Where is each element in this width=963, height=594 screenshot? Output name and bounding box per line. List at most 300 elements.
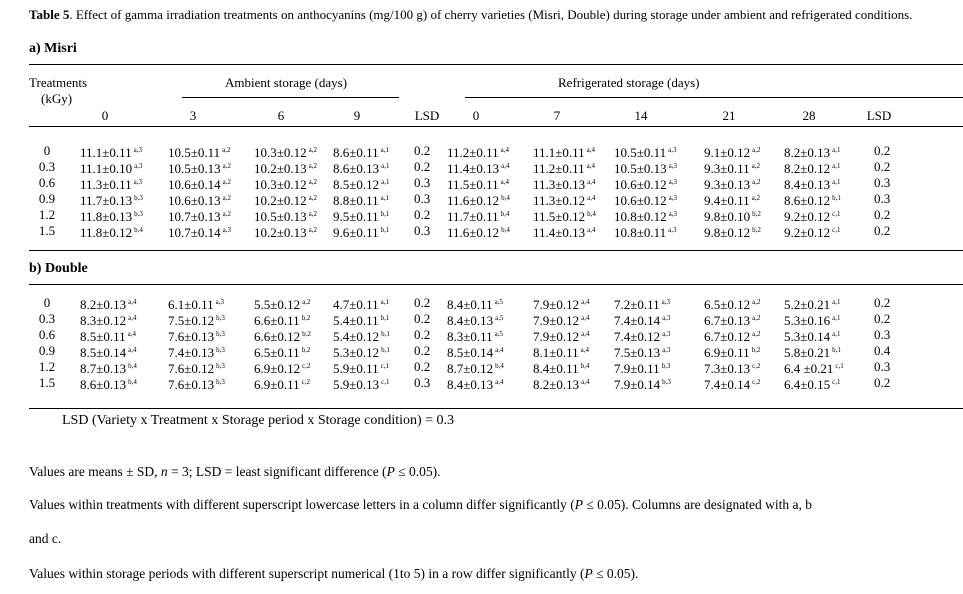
cell-value: 11.8±0.13 (80, 209, 133, 224)
cell-superscript: a,3 (662, 314, 671, 322)
cell-value: 8.4±0.13 (784, 177, 831, 192)
table-cell (254, 375, 310, 392)
lsd-cell (414, 327, 430, 342)
cell-value: 0.2 (414, 143, 431, 158)
table-cell (333, 295, 389, 312)
cell-superscript: a,4 (581, 330, 590, 338)
lsd-cell (874, 159, 890, 174)
table-cell (80, 343, 137, 360)
cell-value: 10.5±0.11 (614, 145, 667, 160)
note-means-n: n (160, 464, 168, 479)
treatment-dose: 0.9 (38, 191, 56, 206)
table-cell (333, 223, 389, 240)
cell-value: 6.5±0.11 (254, 345, 300, 360)
cell-value: 9.6±0.11 (333, 225, 379, 240)
cell-value: 0.2 (414, 295, 431, 310)
cell-superscript: c,1 (381, 378, 390, 386)
cell-superscript: b,4 (128, 362, 137, 370)
cell-value: 10.3±0.12 (254, 177, 307, 192)
cell-superscript: a,3 (133, 178, 143, 186)
cell-superscript: b,1 (380, 226, 390, 234)
cell-value: 0.3 (874, 191, 891, 206)
cell-value: 9.5±0.11 (333, 209, 379, 224)
table-cell (533, 191, 596, 208)
cell-superscript: c,1 (835, 362, 844, 370)
cell-superscript: c,1 (832, 210, 841, 218)
cell-superscript: a,3 (668, 162, 677, 170)
cell-value: 7.4±0.13 (168, 345, 215, 360)
lsd-cell (414, 343, 430, 358)
table-cell (447, 295, 503, 312)
column-header-7: 14 (634, 108, 648, 123)
cell-superscript: a,5 (494, 330, 504, 338)
cell-superscript: a,4 (127, 330, 137, 338)
cell-value: 7.9±0.14 (614, 377, 661, 392)
cell-value: 8.6±0.11 (333, 145, 379, 160)
table-cell (533, 207, 596, 224)
table-cell (784, 159, 841, 176)
table-cell (168, 175, 231, 192)
table-cell (704, 375, 761, 392)
table-cell (333, 359, 389, 376)
cell-superscript: b,4 (501, 194, 510, 202)
table-cell (533, 375, 590, 392)
ambient-storage-header: Ambient storage (days) (225, 75, 348, 90)
cell-superscript: b,1 (380, 314, 390, 322)
cell-superscript: a,2 (752, 298, 761, 306)
table-cell (254, 295, 311, 312)
cell-value: 5.3±0.14 (784, 329, 831, 344)
cell-value: 8.6±0.12 (784, 193, 831, 208)
cell-superscript: b,4 (501, 226, 510, 234)
mid-rule (29, 250, 963, 251)
cell-value: 10.6±0.12 (614, 177, 667, 192)
cell-superscript: c,2 (301, 378, 311, 386)
cell-value: 7.4±0.12 (614, 329, 661, 344)
column-header-8: 21 (722, 108, 736, 123)
table-cell (447, 343, 504, 360)
cell-superscript: a,3 (662, 330, 671, 338)
cell-value: 7.3±0.13 (704, 361, 751, 376)
note-means-text-1: Values are means ± SD, (29, 464, 161, 479)
cell-superscript: b,4 (500, 210, 510, 218)
cell-value: 8.1±0.11 (533, 345, 579, 360)
cell-superscript: b,2 (301, 346, 311, 354)
table-cell (447, 191, 510, 208)
cell-value: 0.3 (874, 327, 891, 342)
cell-value: 10.2±0.13 (254, 225, 307, 240)
table-cell (784, 191, 841, 208)
note-numerals-p: P (584, 566, 593, 581)
table-cell (614, 359, 670, 376)
table-cell (614, 143, 677, 160)
cell-value: 5.9±0.13 (333, 377, 380, 392)
table-cell (168, 207, 231, 224)
cell-superscript: a,2 (308, 210, 317, 218)
cell-value: 10.8±0.11 (614, 225, 667, 240)
cell-superscript: b,3 (216, 362, 225, 370)
cell-value: 8.3±0.11 (447, 329, 493, 344)
cell-superscript: a,4 (581, 298, 590, 306)
table-cell (784, 295, 841, 312)
cell-value: 11.6±0.12 (447, 225, 500, 240)
lsd-cell (414, 311, 430, 326)
cell-superscript: a,4 (128, 314, 137, 322)
table-cell (80, 191, 143, 208)
cell-superscript: a,2 (308, 146, 317, 154)
table-cell (168, 223, 231, 240)
cell-superscript: a,4 (586, 162, 596, 170)
cell-superscript: a,4 (587, 194, 596, 202)
table-cell (614, 223, 677, 240)
cell-value: 8.7±0.12 (447, 361, 494, 376)
table-cell (704, 359, 761, 376)
table-cell (614, 159, 677, 176)
cell-value: 10.6±0.13 (168, 193, 221, 208)
cell-value: 0.3 (414, 223, 431, 238)
cell-value: 10.7±0.13 (168, 209, 221, 224)
cell-superscript: a,2 (222, 210, 231, 218)
lsd-cell (414, 223, 430, 238)
cell-value: 11.5±0.12 (533, 209, 586, 224)
table-cell (533, 311, 590, 328)
table-cell (533, 223, 596, 240)
table-cell (784, 375, 841, 392)
cell-value: 0.4 (874, 343, 891, 358)
cell-superscript: b,1 (381, 346, 390, 354)
cell-superscript: a,3 (668, 226, 677, 234)
cell-superscript: a,1 (832, 178, 841, 186)
cell-superscript: a,1 (832, 162, 841, 170)
cell-value: 4.7±0.11 (333, 297, 379, 312)
cell-value: 10.7±0.14 (168, 225, 221, 240)
note-letters-text-2: ≤ 0.05). Columns are designated with a, b (582, 497, 812, 512)
lsd-cell (874, 375, 890, 390)
cell-value: 10.5±0.13 (254, 209, 307, 224)
cell-value: 5.8±0.21 (784, 345, 831, 360)
cell-superscript: a,2 (222, 194, 231, 202)
cell-value: 7.9±0.12 (533, 329, 580, 344)
cell-value: 7.5±0.13 (614, 345, 661, 360)
cell-superscript: b,4 (580, 362, 590, 370)
table-cell (447, 327, 503, 344)
cell-value: 0.2 (414, 327, 431, 342)
table-cell (168, 191, 231, 208)
cell-value: 11.7±0.13 (80, 193, 133, 208)
table-cell (254, 175, 317, 192)
cell-value: 10.5±0.13 (614, 161, 667, 176)
lsd-cell (874, 143, 890, 158)
cell-superscript: b,1 (832, 346, 841, 354)
cell-value: 9.8±0.10 (704, 209, 751, 224)
note-means-p: P (386, 464, 395, 479)
cell-superscript: a,1 (380, 194, 390, 202)
refrigerated-storage-header: Refrigerated storage (days) (558, 75, 700, 90)
table-cell (80, 375, 137, 392)
lsd-cell (874, 207, 890, 222)
cell-value: 0.2 (874, 375, 891, 390)
cell-superscript: b,3 (662, 378, 671, 386)
cell-superscript: a,1 (832, 146, 841, 154)
table-cell (254, 191, 317, 208)
treatment-dose: 0 (43, 295, 51, 310)
cell-value: 11.4±0.13 (533, 225, 586, 240)
treatment-dose: 0.6 (38, 175, 56, 190)
table-cell (614, 375, 671, 392)
table-cell (333, 311, 389, 328)
treatment-dose: 1.2 (38, 207, 56, 222)
cell-value: 0.3 (874, 359, 891, 374)
cell-value: 11.4±0.13 (447, 161, 500, 176)
ambient-header-rule (182, 97, 399, 98)
cell-value: 10.6±0.12 (614, 193, 667, 208)
cell-superscript: a,1 (380, 146, 390, 154)
treatment-dose: 0.6 (38, 327, 56, 342)
cell-value: 8.6±0.13 (80, 377, 127, 392)
cell-value: 8.5±0.11 (80, 329, 126, 344)
cell-value: 0.2 (414, 159, 431, 174)
cell-superscript: a,4 (495, 378, 504, 386)
cell-superscript: a,3 (133, 146, 143, 154)
table-cell (533, 143, 595, 160)
table-cell (168, 143, 231, 160)
cell-superscript: a,3 (668, 178, 677, 186)
table-cell (533, 343, 589, 360)
table-cell (333, 175, 390, 192)
note-letters (29, 497, 812, 513)
section-title-misri: a) Misri (29, 41, 77, 56)
treatments-header: Treatments (29, 75, 88, 90)
table-cell (80, 207, 143, 224)
column-header-6: 7 (553, 108, 561, 123)
cell-value: 11.8±0.12 (80, 225, 133, 240)
cell-value: 0.2 (874, 207, 891, 222)
table-cell (704, 207, 761, 224)
cell-superscript: a,2 (222, 162, 231, 170)
table-cell (614, 343, 671, 360)
bottom-rule (29, 408, 963, 409)
treatment-dose: 0 (43, 143, 51, 158)
table-cell (447, 375, 504, 392)
table-cell (533, 359, 589, 376)
cell-value: 5.4±0.11 (333, 313, 379, 328)
table-cell (447, 359, 504, 376)
table-cell (784, 311, 841, 328)
note-means-text-2: = 3; LSD = least significant difference ( (167, 464, 387, 479)
cell-value: 7.6±0.13 (168, 377, 215, 392)
cell-superscript: a,2 (308, 178, 317, 186)
cell-value: 10.2±0.12 (254, 193, 307, 208)
cell-superscript: b,3 (216, 330, 225, 338)
cell-value: 6.1±0.11 (168, 297, 214, 312)
refrigerated-header-rule (465, 97, 963, 98)
column-header-9: 28 (802, 108, 816, 123)
column-header-4: LSD (414, 108, 440, 123)
cell-value: 11.2±0.11 (533, 161, 585, 176)
caption-text: . Effect of gamma irradiation treatments on anthocyanins (mg/100 g) of cherry varieties (Misri, Double) during storage under ambient and refrigerated conditions. (69, 7, 913, 22)
table-cell (447, 175, 509, 192)
treatment-dose: 0.3 (38, 311, 56, 326)
table-cell (447, 159, 510, 176)
cell-superscript: b,4 (587, 210, 596, 218)
cell-superscript: a,1 (380, 298, 390, 306)
cell-superscript: a,1 (832, 298, 841, 306)
lsd-cell (874, 327, 890, 342)
cell-superscript: a,3 (668, 146, 677, 154)
cell-value: 7.4±0.14 (704, 377, 751, 392)
cell-value: 9.3±0.13 (704, 177, 751, 192)
table-label: Table 5 (29, 7, 70, 22)
cell-value: 11.1±0.11 (80, 145, 132, 160)
table-cell (168, 311, 225, 328)
cell-superscript: a,2 (752, 314, 761, 322)
cell-value: 7.6±0.13 (168, 329, 215, 344)
cell-value: 7.6±0.12 (168, 361, 215, 376)
cell-value: 11.3±0.13 (533, 177, 586, 192)
cell-superscript: b,1 (381, 330, 390, 338)
cell-value: 6.7±0.12 (704, 329, 751, 344)
cell-value: 6.4±0.15 (784, 377, 831, 392)
cell-value: 8.4±0.13 (447, 377, 494, 392)
note-letters-p: P (574, 497, 583, 512)
cell-value: 7.4±0.14 (614, 313, 661, 328)
lsd-cell (414, 207, 430, 222)
table-cell (533, 159, 595, 176)
cell-value: 0.2 (414, 311, 431, 326)
treatments-unit-header: (kGy) (41, 91, 73, 106)
treatment-dose: 1.5 (38, 375, 56, 390)
cell-value: 8.3±0.12 (80, 313, 127, 328)
table-cell (254, 359, 311, 376)
table-cell (333, 207, 389, 224)
column-header-1: 3 (189, 108, 197, 123)
table-cell (254, 343, 310, 360)
table-cell (254, 327, 311, 344)
cell-value: 5.9±0.11 (333, 361, 379, 376)
cell-value: 5.2±0.21 (784, 297, 831, 312)
cell-value: 9.8±0.12 (704, 225, 751, 240)
cell-superscript: a,2 (751, 162, 761, 170)
cell-value: 6.9±0.12 (254, 361, 301, 376)
table-cell (333, 159, 390, 176)
cell-value: 0.2 (414, 207, 431, 222)
treatment-dose: 0.9 (38, 343, 56, 358)
table-cell (168, 359, 225, 376)
cell-superscript: a,2 (308, 162, 317, 170)
cell-value: 8.2±0.13 (80, 297, 127, 312)
cell-superscript: a,1 (381, 178, 390, 186)
cell-superscript: b,1 (832, 194, 841, 202)
cell-superscript: b,2 (751, 346, 761, 354)
note-letters-continued: and c. (29, 531, 62, 546)
cell-superscript: a,4 (500, 178, 510, 186)
table-cell (333, 343, 390, 360)
header-bottom-rule (29, 126, 963, 127)
cell-superscript: a,1 (832, 314, 841, 322)
table-cell (533, 327, 590, 344)
cell-value: 11.3±0.12 (533, 193, 586, 208)
cell-value: 7.5±0.12 (168, 313, 215, 328)
table-cell (533, 175, 596, 192)
cell-value: 7.2±0.11 (614, 297, 660, 312)
lsd-cell (874, 343, 890, 358)
cell-superscript: b,2 (752, 226, 761, 234)
section-title-double: b) Double (29, 261, 88, 276)
cell-value: 9.2±0.12 (784, 209, 831, 224)
cell-value: 0.2 (874, 295, 891, 310)
table-cell (784, 143, 841, 160)
table-cell (704, 175, 761, 192)
lsd-cell (874, 311, 890, 326)
table-cell (168, 375, 225, 392)
cell-superscript: a,3 (215, 298, 225, 306)
table-cell (784, 207, 841, 224)
lsd-cell (414, 359, 430, 374)
table-cell (254, 207, 317, 224)
cell-value: 8.2±0.13 (533, 377, 580, 392)
cell-superscript: a,4 (587, 178, 596, 186)
cell-superscript: a,2 (752, 330, 761, 338)
cell-value: 11.7±0.11 (447, 209, 499, 224)
cell-value: 11.3±0.11 (80, 177, 132, 192)
table-cell (333, 375, 390, 392)
cell-superscript: c,2 (752, 378, 761, 386)
table-cell (447, 223, 510, 240)
cell-value: 11.2±0.11 (447, 145, 499, 160)
cell-superscript: c,2 (302, 362, 311, 370)
table-cell (614, 295, 670, 312)
lsd-cell (414, 143, 430, 158)
cell-value: 6.7±0.13 (704, 313, 751, 328)
cell-value: 0.2 (414, 359, 431, 374)
table-cell (80, 359, 137, 376)
lsd-cell (414, 295, 430, 310)
cell-superscript: b,3 (661, 362, 671, 370)
cell-superscript: c,1 (832, 226, 841, 234)
note-means (29, 464, 440, 480)
table-cell (168, 343, 225, 360)
cell-superscript: b,4 (134, 226, 143, 234)
note-numerals-text-1: Values within storage periods with different superscript numerical (1to 5) in a row differ significantly ( (29, 566, 585, 581)
cell-superscript: a,3 (662, 346, 671, 354)
cell-value: 9.3±0.11 (704, 161, 750, 176)
cell-superscript: a,4 (587, 226, 596, 234)
cell-value: 10.5±0.13 (168, 161, 221, 176)
table-cell (168, 159, 231, 176)
treatment-dose: 1.5 (38, 223, 56, 238)
table-cell (80, 143, 142, 160)
cell-superscript: b,4 (128, 378, 137, 386)
cell-superscript: a,4 (580, 346, 590, 354)
table-cell (333, 191, 389, 208)
cell-superscript: a,2 (222, 146, 231, 154)
table-cell (784, 223, 841, 240)
cell-value: 5.4±0.12 (333, 329, 380, 344)
cell-value: 8.2±0.12 (784, 161, 831, 176)
table-cell (784, 327, 841, 344)
table-cell (704, 327, 761, 344)
cell-value: 5.3±0.16 (784, 313, 831, 328)
cell-value: 6.9±0.11 (254, 377, 300, 392)
note-numerals (29, 566, 638, 582)
cell-superscript: a,4 (128, 298, 137, 306)
cell-value: 0.3 (414, 375, 431, 390)
double-top-rule (29, 284, 963, 285)
table-cell (614, 327, 671, 344)
column-header-10: LSD (866, 108, 892, 123)
cell-superscript: b,1 (380, 210, 390, 218)
cell-value: 0.3 (414, 191, 431, 206)
